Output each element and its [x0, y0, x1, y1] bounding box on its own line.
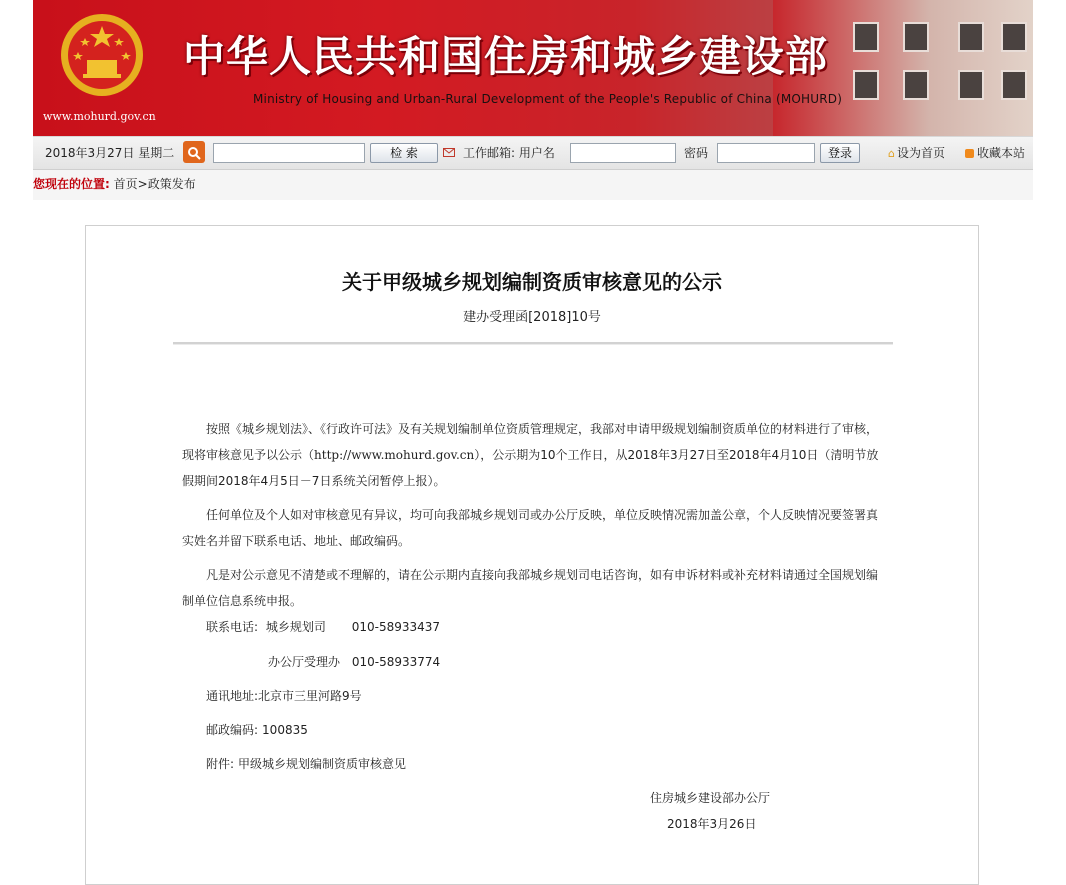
search-button[interactable]: 检 索	[370, 143, 438, 163]
bookmark-link[interactable]: 收藏本站	[965, 137, 1025, 169]
article-panel	[85, 225, 979, 885]
title-divider	[173, 342, 893, 345]
site-url: www.mohurd.gov.cn	[43, 110, 156, 123]
search-input[interactable]	[213, 143, 365, 163]
set-homepage-link[interactable]: ⌂ 设为首页	[888, 146, 945, 160]
ministry-title-cn: 中华人民共和国住房和城乡建设部	[183, 32, 829, 81]
signature-org: 住房城乡建设部办公厅	[650, 791, 771, 805]
breadcrumb	[33, 170, 1033, 200]
page-wrapper	[33, 0, 1033, 200]
bookmark-icon	[965, 149, 974, 158]
contact-row-1: 联系电话: 城乡规划司 010-58933437	[206, 620, 441, 634]
attachment-link[interactable]: 甲级城乡规划编制资质审核意见	[238, 757, 407, 771]
mail-username-label: 工作邮箱: 用户名	[463, 146, 555, 160]
password-label: 密码	[684, 146, 709, 160]
mail-icon	[443, 148, 455, 157]
breadcrumb-path[interactable]: 首页>政策发布	[113, 177, 196, 191]
breadcrumb-label: 您现在的位置:	[33, 177, 110, 191]
national-emblem-icon[interactable]	[59, 12, 145, 98]
postcode-row: 邮政编码: 100835	[206, 723, 308, 737]
paragraph-1: 按照《城乡规划法》、《行政许可法》及有关规划编制单位资质管理规定，我部对申请甲级规划编制资质单位的材料进行了审核，现将审核意见予以公示（http://www.mohurd.gov.cn），公示期为10个工作日，从2018年3月27日至2018年4月10日（清明节放假期间2018年4月5日－7日系统关闭暂停上报）。	[182, 422, 879, 488]
paragraph-3: 凡是对公示意见不清楚或不理解的，请在公示期内直接向我部城乡规划司电话咨询，如有申诉材料或补充材料请通过全国规划编制单位信息系统申报。	[182, 568, 879, 608]
attachment-row: 附件: 甲级城乡规划编制资质审核意见	[206, 757, 407, 771]
address-row: 通讯地址:北京市三里河路9号	[206, 689, 362, 703]
article-title: 关于甲级城乡规划编制资质审核意见的公示	[342, 270, 722, 294]
document-number: 建办受理函[2018]10号	[463, 310, 601, 325]
article-body	[182, 416, 882, 622]
site-url-link[interactable]: http://www.mohurd.gov.cn	[314, 448, 475, 462]
paragraph-2: 任何单位及个人如对审核意见有异议，均可向我部城乡规划司或办公厅反映，单位反映情况需加盖公章，个人反映情况要签署真实姓名并留下联系电话、地址、邮政编码。	[182, 508, 879, 548]
username-input[interactable]	[570, 143, 676, 163]
password-input[interactable]	[717, 143, 815, 163]
signature-date: 2018年3月26日	[667, 817, 757, 831]
ministry-title-en: Ministry of Housing and Urban-Rural Development of the People's Republic of China (MOHURD)	[253, 92, 843, 106]
site-header-banner	[33, 0, 1033, 136]
current-date: 2018年3月27日 星期二	[45, 146, 175, 160]
home-icon: ⌂	[888, 147, 895, 160]
contact-row-2: 办公厅受理办 010-58933774	[268, 655, 441, 669]
top-toolbar	[33, 136, 1033, 170]
search-icon[interactable]	[183, 141, 205, 163]
login-button[interactable]: 登录	[820, 143, 860, 163]
